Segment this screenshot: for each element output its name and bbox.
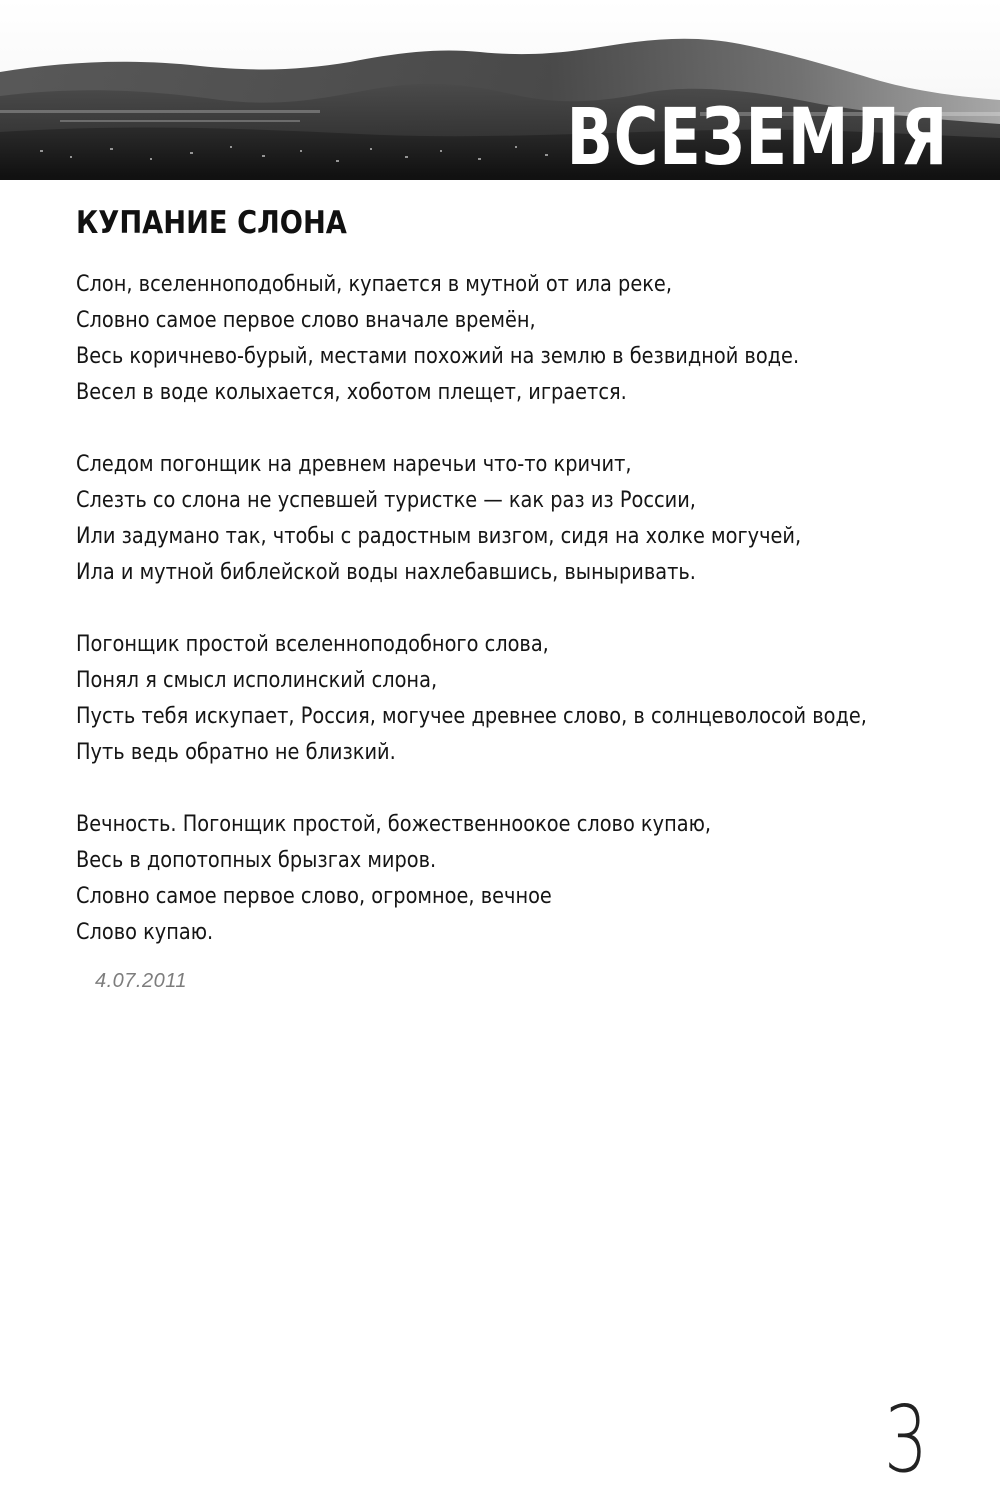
poem-line: Следом погонщик на древнем наречьи что-то кричит, — [76, 451, 632, 477]
poem-line: Или задумано так, чтобы с радостным визгом, сидя на холке могучей, — [76, 523, 802, 549]
page-number: 3 — [884, 1386, 928, 1493]
poem-line: Весел в воде колыхается, хоботом плещет, играется. — [76, 379, 627, 405]
poem-date: 4.07.2011 — [95, 970, 187, 992]
poem-line: Словно самое первое слово, огромное, вечное — [76, 883, 552, 909]
poem-line: Вечность. Погонщик простой, божественноокое слово купаю, — [76, 811, 712, 837]
stanza — [76, 626, 936, 770]
poem-line: Погонщик простой вселенноподобного слова, — [76, 631, 549, 657]
poem-line: Словно самое первое слово вначале времён, — [76, 307, 536, 333]
poem-title: КУПАНИЕ СЛОНА — [76, 205, 347, 241]
poem-line: Ила и мутной библейской воды нахлебавшись, выныривать. — [76, 559, 696, 585]
stanza — [76, 446, 936, 590]
poem-line: Весь коричнево-бурый, местами похожий на землю в безвидной воде. — [76, 343, 800, 369]
masthead-title: ВСЕЗЕМЛЯ — [566, 93, 948, 180]
stanza — [76, 806, 936, 950]
poem-line: Пусть тебя искупает, Россия, могучее древнее слово, в солнцеволосой воде, — [76, 703, 867, 729]
poem-body — [76, 266, 936, 986]
poem-line: Слово купаю. — [76, 919, 214, 945]
stanza — [76, 266, 936, 410]
poem-line: Путь ведь обратно не близкий. — [76, 739, 396, 765]
poem-line: Слон, вселенноподобный, купается в мутной от ила реке, — [76, 271, 672, 297]
header-banner — [0, 0, 1000, 180]
poem-line: Весь в допотопных брызгах миров. — [76, 847, 437, 873]
poem-line: Понял я смысл исполинский слона, — [76, 667, 438, 693]
poem-line: Слезть со слона не успевшей туристке — как раз из России, — [76, 487, 696, 513]
